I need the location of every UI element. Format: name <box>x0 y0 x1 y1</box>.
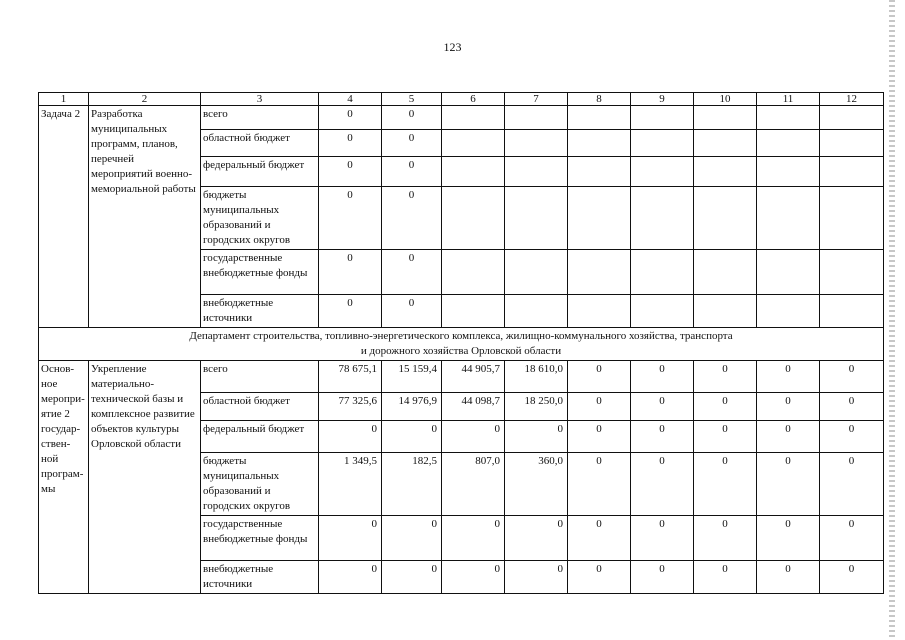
value-cell <box>568 106 631 130</box>
value-cell: 1 349,5 <box>319 453 382 516</box>
value-cell <box>505 106 568 130</box>
value-cell: 0 <box>568 361 631 393</box>
value-cell <box>442 187 505 250</box>
task-label: Основ-ное меропри-ятие 2 государ-ствен-ной програм-мы <box>39 361 89 594</box>
value-cell: 0 <box>319 250 382 295</box>
value-cell: 0 <box>694 421 757 453</box>
funding-source: всего <box>201 106 319 130</box>
value-cell <box>631 250 694 295</box>
value-cell <box>820 295 884 328</box>
value-cell: 0 <box>505 421 568 453</box>
value-cell: 0 <box>820 393 884 421</box>
value-cell <box>820 106 884 130</box>
value-cell: 0 <box>820 516 884 561</box>
value-cell <box>568 187 631 250</box>
funding-source: бюджеты муниципальных образований и городских округов <box>201 187 319 250</box>
value-cell <box>631 295 694 328</box>
value-cell <box>820 130 884 157</box>
value-cell: 0 <box>820 421 884 453</box>
value-cell <box>442 295 505 328</box>
value-cell: 0 <box>820 453 884 516</box>
value-cell: 0 <box>631 561 694 594</box>
funding-source: всего <box>201 361 319 393</box>
column-number: 4 <box>319 93 382 106</box>
value-cell <box>820 250 884 295</box>
value-cell <box>757 106 820 130</box>
value-cell: 15 159,4 <box>382 361 442 393</box>
value-cell <box>694 130 757 157</box>
value-cell: 360,0 <box>505 453 568 516</box>
value-cell <box>505 295 568 328</box>
funding-source: федеральный бюджет <box>201 421 319 453</box>
value-cell <box>442 250 505 295</box>
value-cell: 0 <box>382 295 442 328</box>
value-cell: 807,0 <box>442 453 505 516</box>
table-row <box>39 106 884 130</box>
value-cell: 0 <box>382 130 442 157</box>
value-cell <box>505 157 568 187</box>
value-cell: 0 <box>694 361 757 393</box>
department-line-1: Департамент строительства, топливно-энергетического комплекса, жилищно-коммунального хозяйства, транспорта <box>189 330 733 342</box>
value-cell: 77 325,6 <box>319 393 382 421</box>
value-cell: 0 <box>442 561 505 594</box>
value-cell: 0 <box>568 516 631 561</box>
column-number: 12 <box>820 93 884 106</box>
column-number-row <box>39 93 884 106</box>
column-number: 6 <box>442 93 505 106</box>
value-cell: 0 <box>568 393 631 421</box>
value-cell: 0 <box>820 561 884 594</box>
value-cell: 14 976,9 <box>382 393 442 421</box>
funding-source: внебюджетные источники <box>201 561 319 594</box>
value-cell: 0 <box>505 561 568 594</box>
value-cell <box>631 106 694 130</box>
value-cell <box>442 130 505 157</box>
value-cell: 0 <box>568 421 631 453</box>
value-cell <box>631 187 694 250</box>
funding-source: областной бюджет <box>201 130 319 157</box>
value-cell: 0 <box>568 453 631 516</box>
value-cell: 44 098,7 <box>442 393 505 421</box>
value-cell <box>694 187 757 250</box>
value-cell: 0 <box>631 453 694 516</box>
value-cell <box>505 187 568 250</box>
value-cell: 0 <box>319 561 382 594</box>
value-cell: 0 <box>631 361 694 393</box>
table-row <box>39 361 884 393</box>
column-number: 8 <box>568 93 631 106</box>
value-cell <box>694 250 757 295</box>
value-cell <box>631 130 694 157</box>
value-cell <box>568 130 631 157</box>
value-cell: 0 <box>568 561 631 594</box>
column-number: 2 <box>89 93 201 106</box>
value-cell: 0 <box>382 157 442 187</box>
value-cell: 0 <box>757 516 820 561</box>
budget-table <box>38 92 884 594</box>
scan-edge <box>889 0 895 640</box>
value-cell <box>568 295 631 328</box>
department-line-2: и дорожного хозяйства Орловской области <box>360 345 562 357</box>
value-cell <box>757 295 820 328</box>
value-cell: 0 <box>319 421 382 453</box>
value-cell: 0 <box>505 516 568 561</box>
value-cell <box>505 130 568 157</box>
value-cell: 0 <box>757 453 820 516</box>
value-cell: 0 <box>631 393 694 421</box>
value-cell <box>757 250 820 295</box>
department-heading <box>39 328 884 361</box>
column-number: 11 <box>757 93 820 106</box>
column-number: 10 <box>694 93 757 106</box>
value-cell <box>694 295 757 328</box>
value-cell: 0 <box>319 516 382 561</box>
value-cell: 0 <box>319 130 382 157</box>
funding-source: областной бюджет <box>201 393 319 421</box>
value-cell <box>568 250 631 295</box>
value-cell <box>694 157 757 187</box>
funding-source: внебюджетные источники <box>201 295 319 328</box>
funding-source: государственные внебюджетные фонды <box>201 250 319 295</box>
funding-source: бюджеты муниципальных образований и городских округов <box>201 453 319 516</box>
value-cell <box>568 157 631 187</box>
value-cell: 0 <box>382 106 442 130</box>
value-cell: 0 <box>694 453 757 516</box>
value-cell: 0 <box>694 393 757 421</box>
value-cell: 0 <box>694 516 757 561</box>
value-cell: 0 <box>820 361 884 393</box>
task-description: Укрепление материально-технической базы и комплексное развитие объектов культуры Орловской области <box>89 361 201 594</box>
column-number: 9 <box>631 93 694 106</box>
funding-source: федеральный бюджет <box>201 157 319 187</box>
value-cell: 44 905,7 <box>442 361 505 393</box>
column-number: 1 <box>39 93 89 106</box>
value-cell: 0 <box>631 421 694 453</box>
column-number: 7 <box>505 93 568 106</box>
value-cell <box>505 250 568 295</box>
task-description: Разработка муниципальных программ, планов, перечней мероприятий военно-мемориальной работы <box>89 106 201 328</box>
column-number: 3 <box>201 93 319 106</box>
column-number: 5 <box>382 93 442 106</box>
value-cell: 0 <box>319 157 382 187</box>
value-cell: 0 <box>757 361 820 393</box>
value-cell: 0 <box>319 106 382 130</box>
value-cell <box>820 157 884 187</box>
value-cell: 0 <box>382 421 442 453</box>
task-label: Задача 2 <box>39 106 89 328</box>
value-cell: 0 <box>631 516 694 561</box>
value-cell: 0 <box>382 187 442 250</box>
value-cell: 0 <box>757 421 820 453</box>
value-cell: 0 <box>757 561 820 594</box>
value-cell: 0 <box>382 561 442 594</box>
page-number: 123 <box>443 40 462 54</box>
value-cell <box>442 106 505 130</box>
value-cell: 0 <box>694 561 757 594</box>
value-cell: 18 610,0 <box>505 361 568 393</box>
value-cell <box>694 106 757 130</box>
value-cell: 0 <box>382 250 442 295</box>
value-cell: 0 <box>382 516 442 561</box>
value-cell: 0 <box>442 516 505 561</box>
value-cell <box>757 187 820 250</box>
value-cell: 0 <box>319 295 382 328</box>
value-cell: 18 250,0 <box>505 393 568 421</box>
value-cell: 182,5 <box>382 453 442 516</box>
value-cell <box>631 157 694 187</box>
value-cell <box>757 130 820 157</box>
value-cell <box>820 187 884 250</box>
value-cell: 0 <box>757 393 820 421</box>
department-row <box>39 328 884 361</box>
value-cell <box>442 157 505 187</box>
value-cell: 0 <box>442 421 505 453</box>
value-cell: 78 675,1 <box>319 361 382 393</box>
value-cell: 0 <box>319 187 382 250</box>
funding-source: государственные внебюджетные фонды <box>201 516 319 561</box>
value-cell <box>757 157 820 187</box>
